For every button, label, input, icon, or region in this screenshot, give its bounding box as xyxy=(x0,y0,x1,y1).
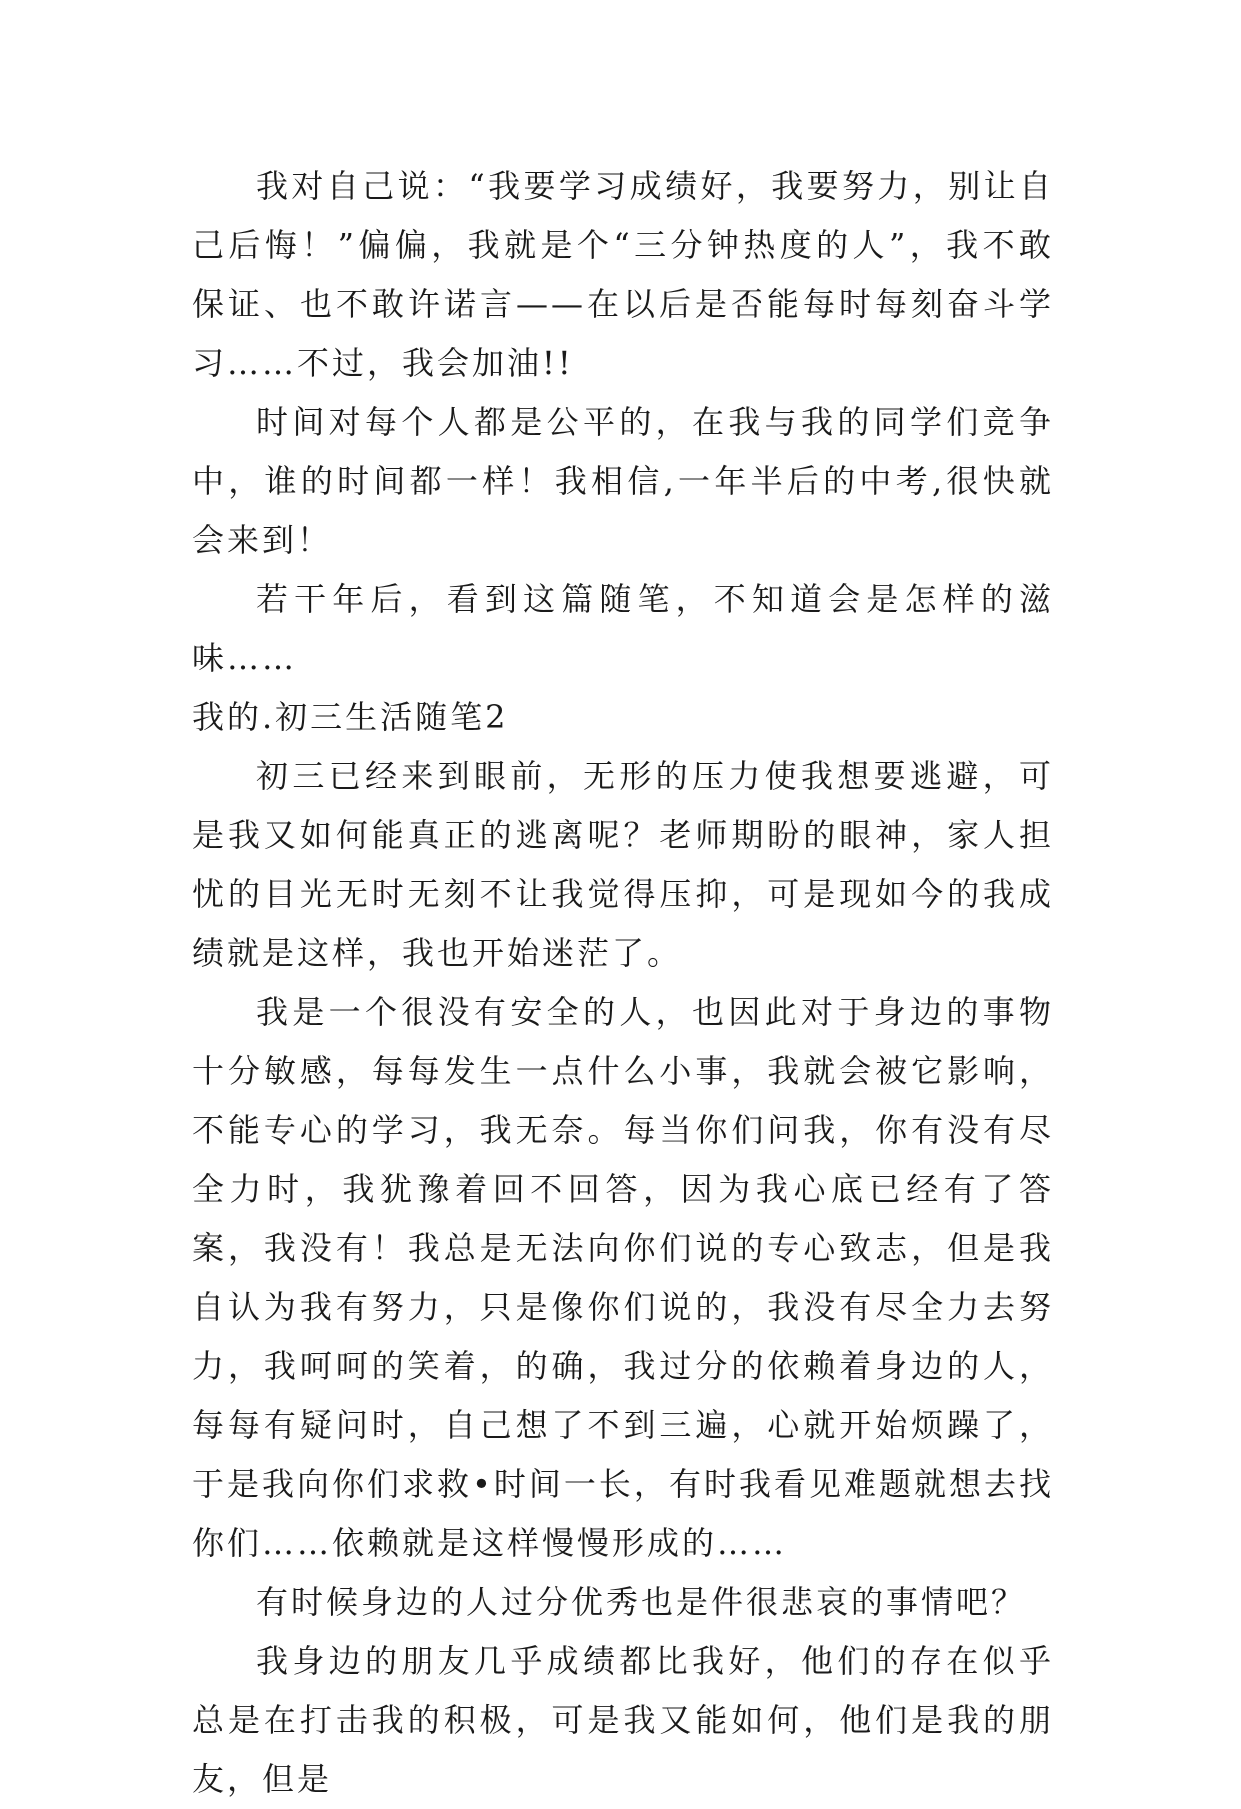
section-title: 我的.初三生活随笔2 xyxy=(192,698,509,736)
paragraph-pressure: 初三已经来到眼前，无形的压力使我想要逃避，可是我又如何能真正的逃离呢？老师期盼的眼神，家人担忧的目光无时无刻不让我觉得压抑，可是现如今的我成绩就是这样，我也开始迷茫了。 xyxy=(192,757,1054,972)
paragraph-time-fair: 时间对每个人都是公平的，在我与我的同学们竞争中，谁的时间都一样！我相信,一年半后的中考,很快就会来到！ xyxy=(192,403,1054,559)
paragraph-years-later: 若干年后，看到这篇随笔，不知道会是怎样的滋味…… xyxy=(192,580,1054,677)
paragraph-insecurity: 我是一个很没有安全的人，也因此对于身边的事物十分敏感，每每发生一点什么小事，我就会被它影响，不能专心的学习，我无奈。每当你们问我，你有没有尽全力时，我犹豫着回不回答，因为我心底已经有了答案，我没有！我总是无法向你们说的专心致志，但是我自认为我有努力，只是像你们说的，我没有尽全力去努力，我呵呵的笑着，的确，我过分的依赖着身边的人，每每有疑问时，自己想了不到三遍，心就开始烦躁了，于是我向你们求救•时间一长，有时我看见难题就想去找你们……依赖就是这样慢慢形成的…… xyxy=(192,993,1054,1562)
essay-body xyxy=(192,157,1054,1809)
paragraph-excellent-friends: 有时候身边的人过分优秀也是件很悲哀的事情吧？ xyxy=(256,1583,1027,1621)
paragraph-self-talk: 我对自己说：“我要学习成绩好，我要努力，别让自己后悔！”偏偏，我就是个“三分钟热度的人”，我不敢保证、也不敢许诺言——在以后是否能每时每刻奋斗学习……不过，我会加油!! xyxy=(192,167,1054,382)
paragraph-friends-grades: 我身边的朋友几乎成绩都比我好，他们的存在似乎总是在打击我的积极，可是我又能如何，他们是我的朋友，但是 xyxy=(192,1642,1054,1798)
